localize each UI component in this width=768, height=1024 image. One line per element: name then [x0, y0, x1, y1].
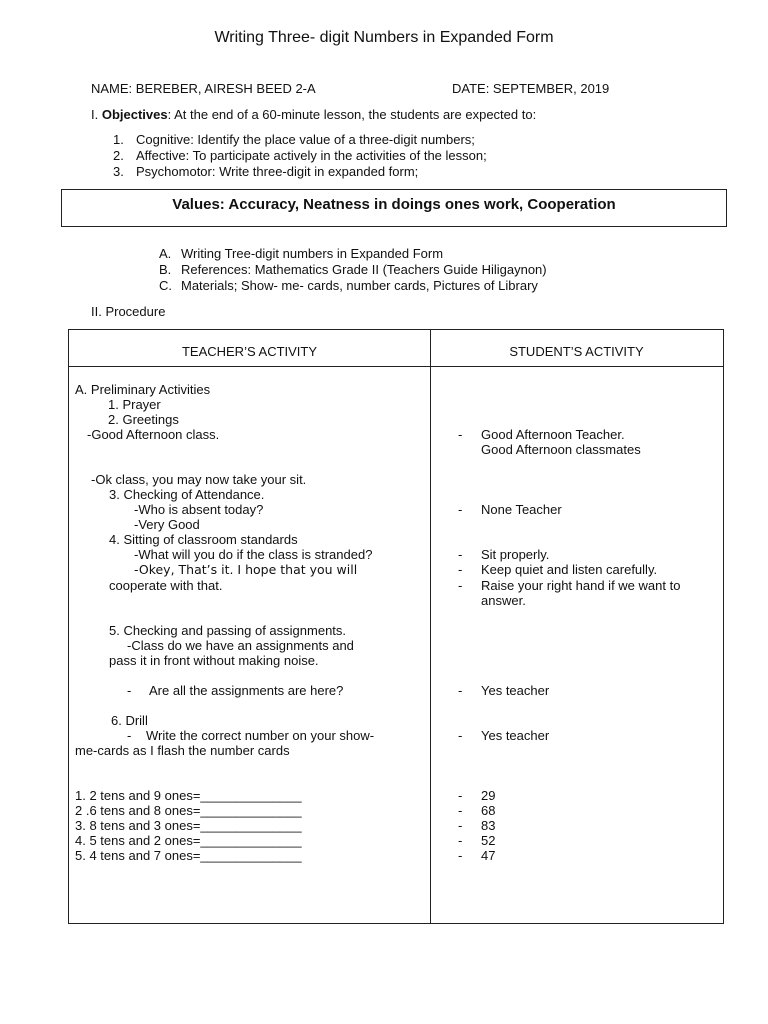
- teacher-write-correct: Write the correct number on your show-: [146, 728, 375, 743]
- teacher-standards: 4. Sitting of classroom standards: [109, 532, 298, 547]
- bullet-dash: -: [458, 728, 463, 743]
- student-keep-quiet: Keep quiet and listen carefully.: [481, 562, 658, 577]
- teacher-greetings: 2. Greetings: [108, 412, 179, 427]
- student-answer-value: 68: [481, 803, 496, 818]
- subject-letter: B.: [159, 262, 172, 277]
- student-raise-hand: Raise your right hand if we want to: [481, 578, 681, 593]
- teacher-stranded: -What will you do if the class is stranded?: [134, 547, 373, 562]
- objective-number: 2.: [113, 148, 124, 163]
- bullet-dash: -: [458, 833, 463, 848]
- subject-item: Writing Tree-digit numbers in Expanded Form: [181, 246, 444, 261]
- objectives-intro: : At the end of a 60-minute lesson, the students are expected to:: [167, 107, 537, 122]
- exercise-item: 5. 4 tens and 7 ones=______________: [75, 848, 302, 863]
- bullet-dash: -: [127, 683, 132, 698]
- objectives-line: [91, 107, 536, 122]
- teacher-take-sit: -Ok class, you may now take your sit.: [91, 472, 307, 487]
- bullet-dash: -: [458, 683, 463, 698]
- student-answer-value: 52: [481, 833, 496, 848]
- teacher-activity-header: TEACHER’S ACTIVITY: [181, 344, 318, 359]
- header-divider: [69, 366, 723, 367]
- bullet-dash: -: [127, 728, 132, 743]
- student-answer-value: 83: [481, 818, 496, 833]
- teacher-prelim: A. Preliminary Activities: [75, 382, 211, 397]
- values-box: [61, 189, 727, 227]
- objectives-label: Objectives: [101, 107, 168, 122]
- student-yes-teacher: Yes teacher: [481, 728, 550, 743]
- subject-item: Materials; Show- me- cards, number cards, Pictures of Library: [181, 278, 538, 293]
- teacher-prayer: 1. Prayer: [108, 397, 161, 412]
- objective-item: Psychomotor: Write three-digit in expanded form;: [136, 164, 419, 179]
- student-yes-teacher: Yes teacher: [481, 683, 550, 698]
- student-activity-header: STUDENT’S ACTIVITY: [509, 344, 644, 359]
- student-sit-properly: Sit properly.: [481, 547, 550, 562]
- student-good-afternoon-classmates: Good Afternoon classmates: [481, 442, 641, 457]
- student-answer: answer.: [481, 593, 526, 608]
- objectives-numeral: I.: [91, 107, 102, 122]
- column-divider: [430, 330, 431, 923]
- exercise-item: 1. 2 tens and 9 ones=______________: [75, 788, 302, 803]
- objective-item: Affective: To participate actively in the activities of the lesson;: [136, 148, 487, 163]
- name-field: NAME: BEREBER, AIRESH BEED 2-A: [91, 81, 316, 96]
- subject-letter: C.: [159, 278, 172, 293]
- teacher-who-absent: -Who is absent today?: [134, 502, 264, 517]
- teacher-all-here: Are all the assignments are here?: [149, 683, 344, 698]
- exercise-item: 3. 8 tens and 3 ones=______________: [75, 818, 302, 833]
- student-none-teacher: None Teacher: [481, 502, 562, 517]
- subject-letter: A.: [159, 246, 172, 261]
- bullet-dash: -: [458, 502, 463, 517]
- exercise-item: 2 .6 tens and 8 ones=______________: [75, 803, 302, 818]
- bullet-dash: -: [458, 803, 463, 818]
- objective-item: Cognitive: Identify the place value of a three-digit numbers;: [136, 132, 475, 147]
- teacher-cooperate: cooperate with that.: [109, 578, 223, 593]
- student-answer-value: 47: [481, 848, 496, 863]
- bullet-dash: -: [458, 578, 463, 593]
- teacher-attendance: 3. Checking of Attendance.: [109, 487, 265, 502]
- values-text: Values: Accuracy, Neatness in doings ones work, Cooperation: [172, 196, 616, 213]
- procedure-heading: II. Procedure: [91, 304, 166, 319]
- student-answer-value: 29: [481, 788, 496, 803]
- teacher-me-cards: me-cards as I flash the number cards: [75, 743, 290, 758]
- bullet-dash: -: [458, 547, 463, 562]
- document-title: Writing Three- digit Numbers in Expanded Form: [214, 29, 554, 46]
- teacher-good-afternoon: -Good Afternoon class.: [87, 427, 220, 442]
- student-good-afternoon-teacher: Good Afternoon Teacher.: [481, 427, 625, 442]
- bullet-dash: -: [458, 427, 463, 442]
- teacher-very-good: -Very Good: [134, 517, 200, 532]
- objective-number: 1.: [113, 132, 124, 147]
- date-field: DATE: SEPTEMBER, 2019: [452, 81, 610, 96]
- bullet-dash: -: [458, 562, 463, 577]
- teacher-drill: 6. Drill: [111, 713, 148, 728]
- teacher-okey: -Okey, That’s it. I hope that you will: [134, 562, 358, 577]
- bullet-dash: -: [458, 848, 463, 863]
- subject-item: References: Mathematics Grade II (Teachers Guide Hiligaynon): [181, 262, 547, 277]
- teacher-assignments: 5. Checking and passing of assignments.: [109, 623, 347, 638]
- teacher-pass-it: pass it in front without making noise.: [109, 653, 319, 668]
- objective-number: 3.: [113, 164, 124, 179]
- bullet-dash: -: [458, 788, 463, 803]
- exercise-item: 4. 5 tens and 2 ones=______________: [75, 833, 302, 848]
- bullet-dash: -: [458, 818, 463, 833]
- teacher-class-do: -Class do we have an assignments and: [127, 638, 354, 653]
